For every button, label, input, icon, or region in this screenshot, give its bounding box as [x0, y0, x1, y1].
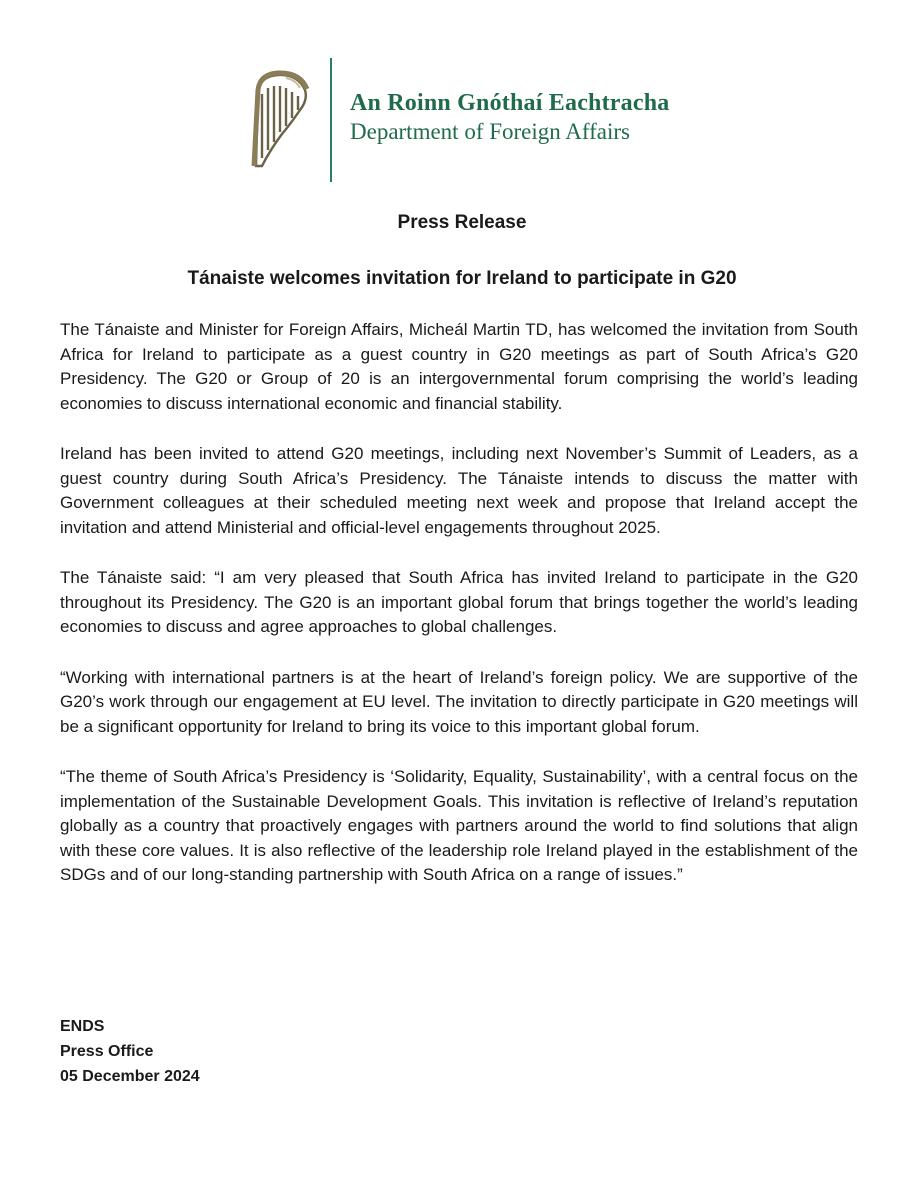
press-release-body [60, 318, 858, 888]
body-paragraph: The Tánaiste said: “I am very pleased that South Africa has invited Ireland to participate in the G20 throughout its Presidency. The G20 is an important global forum that brings together the world’s leading economies to discuss and agree approaches to global challenges. [60, 568, 858, 636]
body-paragraph: Ireland has been invited to attend G20 meetings, including next November’s Summit of Leaders, as a guest country during South Africa’s Presidency. The Tánaiste intends to discuss the matter with Government colleagues at their scheduled meeting next week and propose that Ireland accept the invitation and attend Ministerial and official-level engagements throughout 2025. [60, 444, 858, 537]
department-name-english: Department of Foreign Affairs [350, 119, 630, 144]
letterhead [248, 58, 688, 182]
harp-icon [248, 70, 310, 170]
department-name-irish: An Roinn Gnóthaí Eachtracha [350, 90, 670, 116]
body-paragraph: “Working with international partners is at the heart of Ireland’s foreign policy. We are supportive of the G20’s work through our engagement at EU level. The invitation to directly participate in G20 meetings will be a significant opportunity for Ireland to bring its voice to this important global forum. [60, 667, 858, 736]
document-title: Press Release [397, 212, 527, 233]
body-paragraph: “The theme of South Africa’s Presidency is ‘Solidarity, Equality, Sustainability’, with a central focus on the implementation of the Sustainable Development Goals. This invitation is reflective of Ireland’s reputation globally as a country that proactively engages with partners around the world to find solutions that align with these core values. It is also reflective of the leadership role Ireland played in the establishment of the SDGs and of our long-standing partnership with South Africa on a range of issues.” [60, 767, 858, 884]
ends-marker: ENDS [60, 1018, 105, 1035]
department-name [350, 88, 669, 146]
letterhead-divider [330, 58, 332, 182]
press-office-label: Press Office [60, 1043, 154, 1060]
closing-block [60, 1014, 200, 1089]
body-paragraph: The Tánaiste and Minister for Foreign Affairs, Micheál Martin TD, has welcomed the invitation from South Africa for Ireland to participate as a guest country in G20 meetings as part of South Africa’s G20 Presidency. The G20 or Group of 20 is an intergovernmental forum comprising the world’s leading economies to discuss international economic and financial stability. [60, 320, 858, 413]
release-date: 05 December 2024 [60, 1068, 200, 1085]
press-release-headline: Tánaiste welcomes invitation for Ireland to participate in G20 [187, 268, 737, 289]
